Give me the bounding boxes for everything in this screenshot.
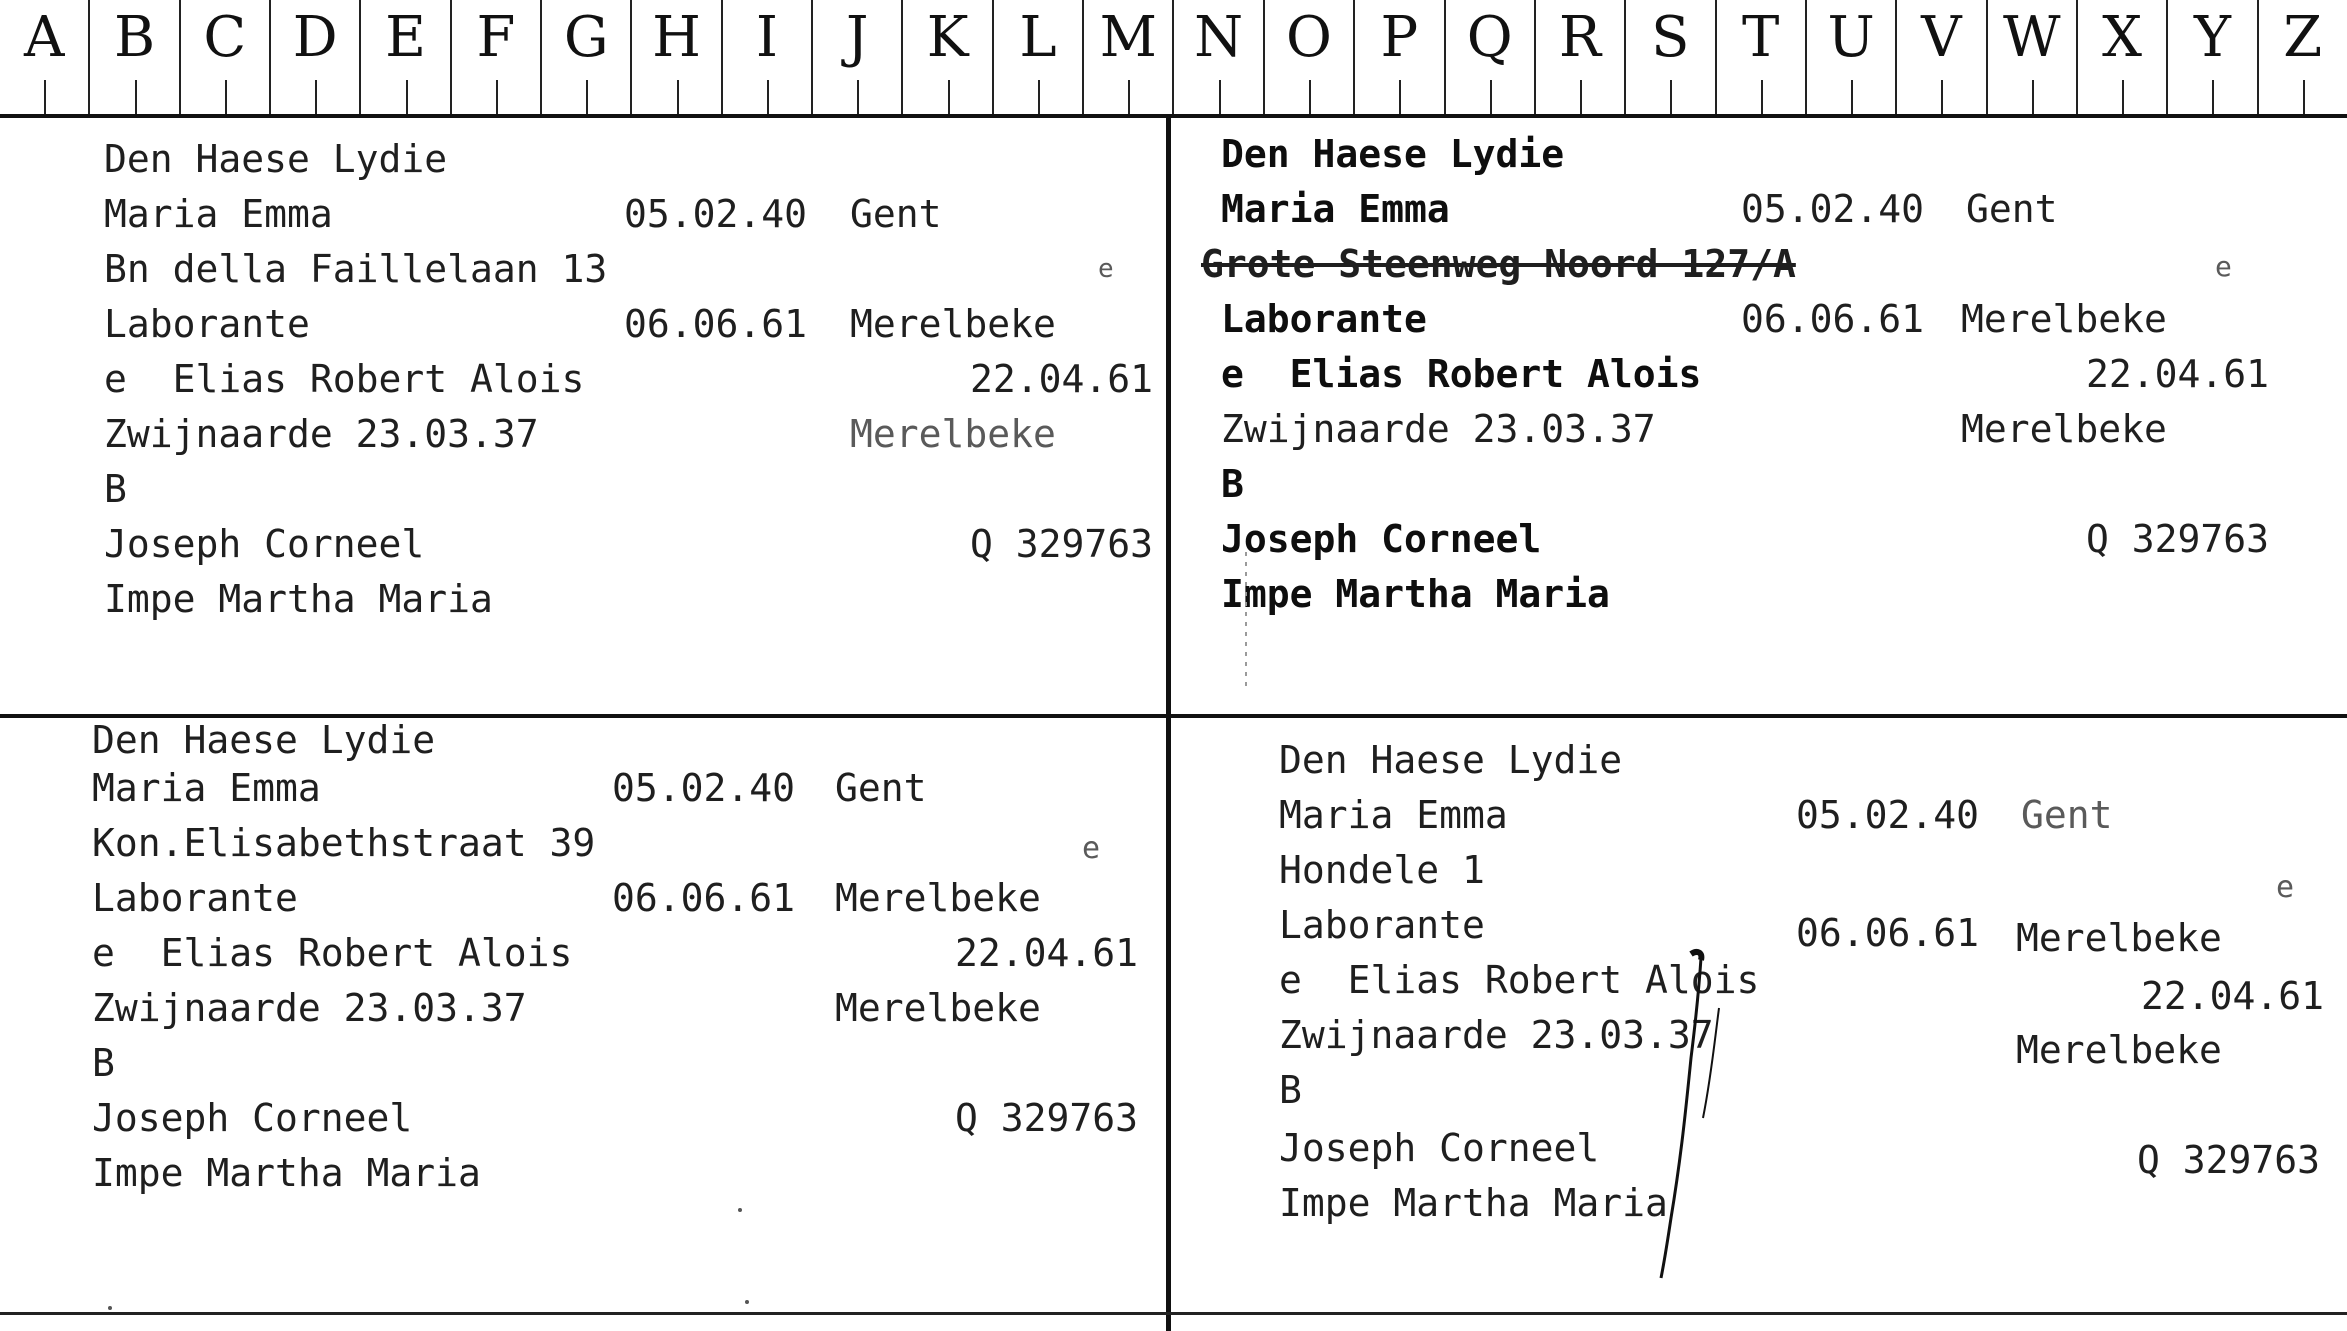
alpha-letter-q: Q xyxy=(1446,0,1536,114)
alpha-letter-h: H xyxy=(632,0,722,114)
card-id-number: Q 329763 xyxy=(970,522,1154,566)
card-reg-date: 06.06.61 xyxy=(1741,297,1925,341)
card-occupation: Laborante xyxy=(104,302,310,346)
card-reg-place: Merelbeke xyxy=(835,876,1041,920)
card-given-names: Maria Emma xyxy=(1221,187,1450,231)
alpha-letter-p: P xyxy=(1355,0,1445,114)
card-father: Joseph Corneel xyxy=(1279,1126,1600,1170)
card-marker: e xyxy=(2215,250,2232,283)
card-spouse: e Elias Robert Alois xyxy=(92,931,573,975)
card-nationality: B xyxy=(92,1041,115,1085)
card-marker: e xyxy=(1082,831,1101,866)
card-birth-date: 05.02.40 xyxy=(612,766,796,810)
alpha-letter-b: B xyxy=(90,0,180,114)
card-id-number: Q 329763 xyxy=(2137,1138,2321,1182)
card-marriage-date: 22.04.61 xyxy=(2086,352,2270,396)
card-birth-place: Gent xyxy=(835,766,927,810)
card-father: Joseph Corneel xyxy=(104,522,425,566)
card-address: Kon.Elisabethstraat 39 xyxy=(92,821,596,865)
card-birth-date: 05.02.40 xyxy=(624,192,808,236)
record-card-top-left xyxy=(0,122,1166,712)
card-marriage-date: 22.04.61 xyxy=(955,931,1139,975)
card-spouse-place: Merelbeke xyxy=(850,412,1056,456)
card-birth-place: Gent xyxy=(850,192,942,236)
card-reg-date: 06.06.61 xyxy=(612,876,796,920)
card-father: Joseph Corneel xyxy=(92,1096,413,1140)
card-spouse-place: Merelbeke xyxy=(1961,407,2167,451)
card-spouse: e Elias Robert Alois xyxy=(1279,958,1760,1002)
card-father: Joseph Corneel xyxy=(1221,517,1542,561)
card-given-names: Maria Emma xyxy=(104,192,333,236)
ink-speck xyxy=(108,1306,112,1310)
alpha-letter-x: X xyxy=(2078,0,2168,114)
alpha-letter-s: S xyxy=(1626,0,1716,114)
card-name: Den Haese Lydie xyxy=(92,718,436,762)
card-nationality: B xyxy=(1279,1068,1302,1112)
alpha-letter-l: L xyxy=(994,0,1084,114)
alpha-letter-a: A xyxy=(0,0,90,114)
card-reg-place: Merelbeke xyxy=(850,302,1056,346)
card-spouse-birth: Zwijnaarde 23.03.37 xyxy=(1221,407,1656,451)
record-card-bottom-left xyxy=(0,718,1166,1312)
card-spouse-place: Merelbeke xyxy=(2016,1028,2222,1072)
card-given-names: Maria Emma xyxy=(1279,793,1508,837)
card-marker: e xyxy=(2276,870,2295,905)
alpha-letter-d: D xyxy=(271,0,361,114)
record-card-top-right xyxy=(1171,122,2347,712)
card-birth-date: 05.02.40 xyxy=(1796,793,1980,837)
ink-speck xyxy=(745,1300,749,1304)
card-reg-date: 06.06.61 xyxy=(624,302,808,346)
alpha-letter-n: N xyxy=(1174,0,1264,114)
alpha-letter-k: K xyxy=(903,0,993,114)
alpha-letter-e: E xyxy=(361,0,451,114)
card-address-struck: Grote Steenweg Noord 127/A xyxy=(1201,242,1796,286)
ink-speck xyxy=(738,1208,742,1212)
card-mother: Impe Martha Maria xyxy=(1221,572,1610,616)
card-marriage-date: 22.04.61 xyxy=(970,357,1154,401)
card-spouse: e Elias Robert Alois xyxy=(104,357,585,401)
card-occupation: Laborante xyxy=(92,876,298,920)
record-card-bottom-right xyxy=(1171,718,2347,1312)
card-occupation: Laborante xyxy=(1279,903,1485,947)
card-name: Den Haese Lydie xyxy=(1279,738,1623,782)
alpha-letter-c: C xyxy=(181,0,271,114)
bottom-edge xyxy=(0,1312,2347,1315)
alpha-letter-f: F xyxy=(452,0,542,114)
alpha-letter-t: T xyxy=(1717,0,1807,114)
card-spouse-birth: Zwijnaarde 23.03.37 xyxy=(104,412,539,456)
alpha-letter-g: G xyxy=(542,0,632,114)
card-spouse-place: Merelbeke xyxy=(835,986,1041,1030)
card-id-number: Q 329763 xyxy=(2086,517,2270,561)
card-mother: Impe Martha Maria xyxy=(1279,1181,1668,1225)
card-address: Bn della Faillelaan 13 xyxy=(104,247,608,291)
card-nationality: B xyxy=(1221,462,1244,506)
card-marker: e xyxy=(1098,254,1114,284)
alpha-letter-u: U xyxy=(1807,0,1897,114)
card-marriage-date: 22.04.61 xyxy=(2141,974,2325,1018)
card-name: Den Haese Lydie xyxy=(104,137,448,181)
card-address: Hondele 1 xyxy=(1279,848,1485,892)
alpha-letter-m: M xyxy=(1084,0,1174,114)
card-mother: Impe Martha Maria xyxy=(104,577,493,621)
alpha-letter-w: W xyxy=(1988,0,2078,114)
card-given-names: Maria Emma xyxy=(92,766,321,810)
alpha-letter-j: J xyxy=(813,0,903,114)
alpha-letter-z: Z xyxy=(2259,0,2347,114)
alpha-letter-v: V xyxy=(1897,0,1987,114)
card-reg-place: Merelbeke xyxy=(2016,916,2222,960)
card-spouse-birth: Zwijnaarde 23.03.37 xyxy=(1279,1013,1714,1057)
card-spouse-birth: Zwijnaarde 23.03.37 xyxy=(92,986,527,1030)
card-mother: Impe Martha Maria xyxy=(92,1151,481,1195)
card-id-number: Q 329763 xyxy=(955,1096,1139,1140)
card-birth-place: Gent xyxy=(2021,793,2113,837)
card-occupation: Laborante xyxy=(1221,297,1427,341)
alpha-letter-r: R xyxy=(1536,0,1626,114)
card-reg-place: Merelbeke xyxy=(1961,297,2167,341)
alpha-letter-y: Y xyxy=(2168,0,2258,114)
alpha-letter-i: I xyxy=(723,0,813,114)
card-reg-date: 06.06.61 xyxy=(1796,911,1980,955)
card-birth-date: 05.02.40 xyxy=(1741,187,1925,231)
card-birth-place: Gent xyxy=(1966,187,2058,231)
card-name: Den Haese Lydie xyxy=(1221,132,1565,176)
alpha-letter-o: O xyxy=(1265,0,1355,114)
card-spouse: e Elias Robert Alois xyxy=(1221,352,1702,396)
card-nationality: B xyxy=(104,467,127,511)
alphabet-index xyxy=(0,0,2347,118)
